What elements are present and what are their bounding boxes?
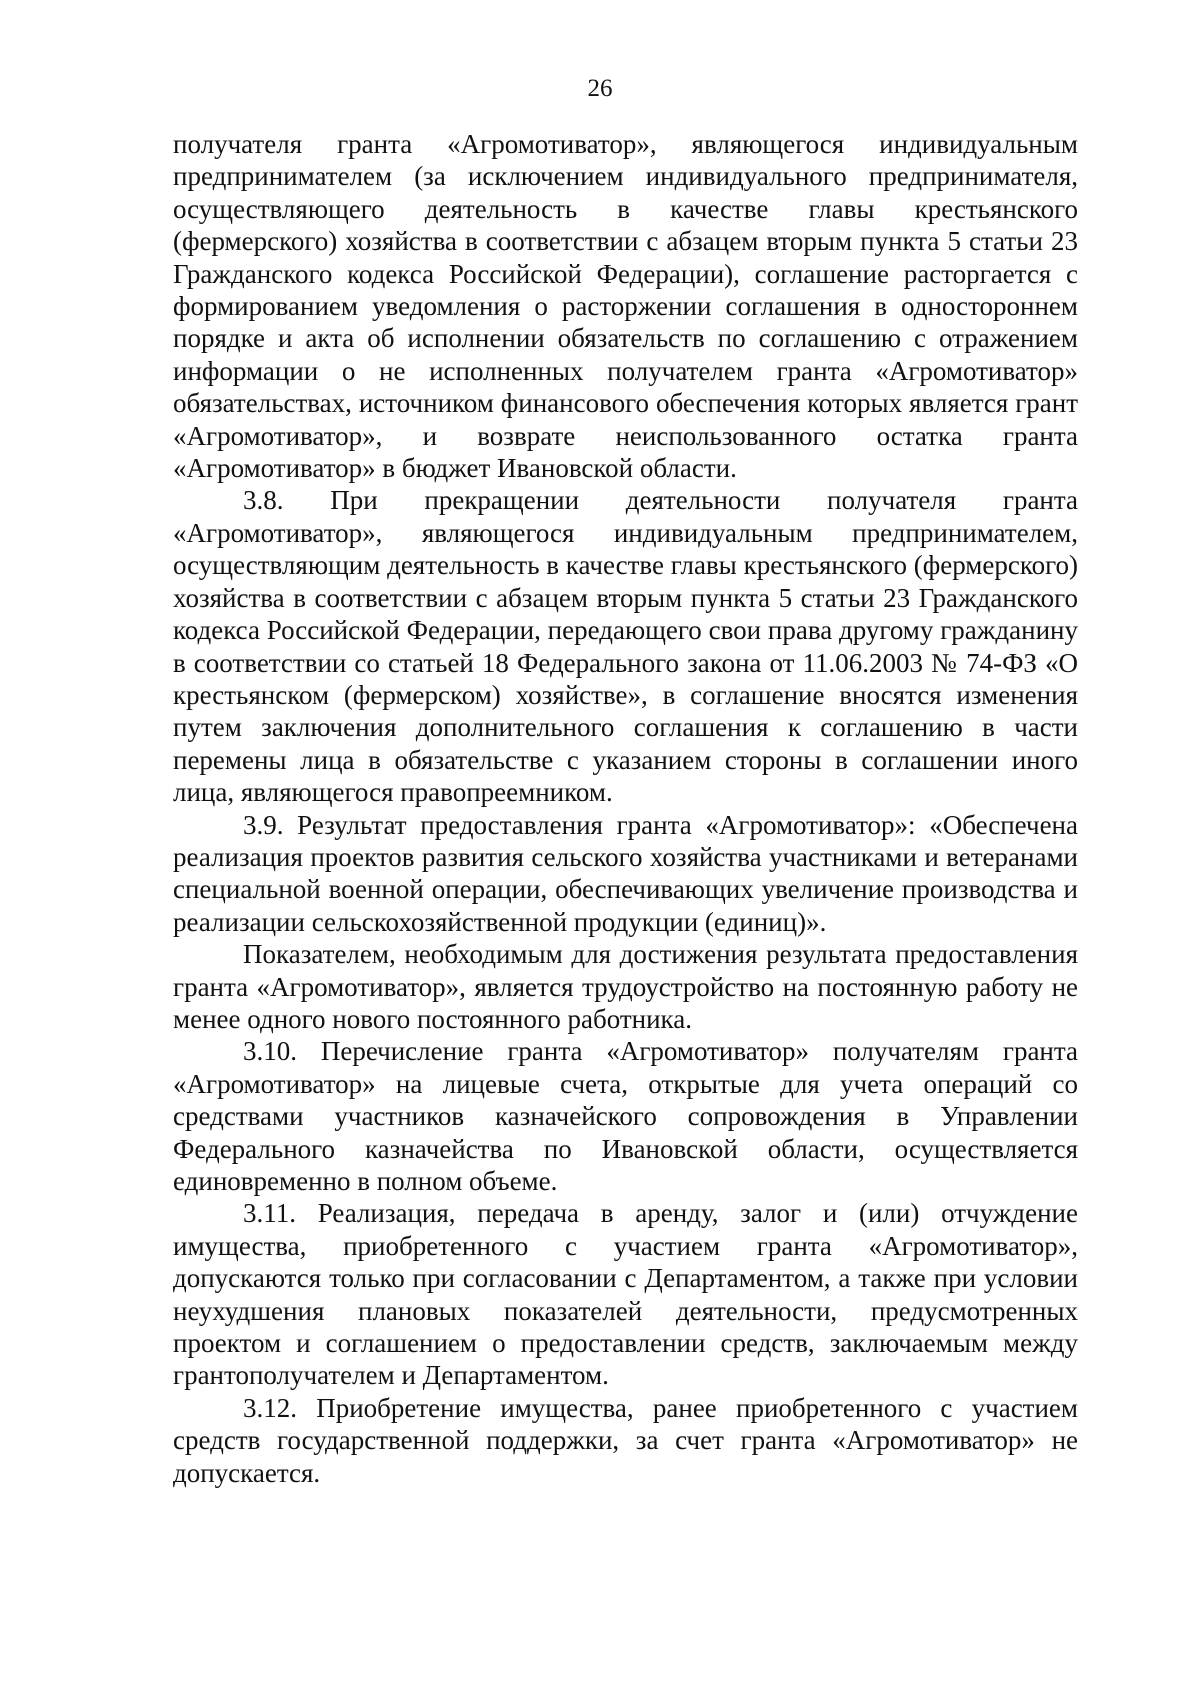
paragraph-3-12: 3.12. Приобретение имущества, ранее приобретенного с участием средств государственной поддержки, за счет гранта «Агромотиватор» не допускается. — [173, 1392, 1078, 1488]
paragraph-3-10: 3.10. Перечисление гранта «Агромотиватор» получателям гранта «Агромотиватор» на лицевые счета, открытые для учета операций со средствами участников казначейского сопровождения в Управлении Федерального казначейства по Ивановской области, осуществляется единовременно в полном объеме. — [173, 1036, 1078, 1196]
paragraph-3-11: 3.11. Реализация, передача в аренду, залог и (или) отчуждение имущества, приобретенного с участием гранта «Агромотиватор», допускаются только при согласовании с Департаментом, а также при условии неухудшения плановых показателей деятельности, предусмотренных проектом и соглашением о предоставлении средств, заключаемым между грантополучателем и Департаментом. — [173, 1198, 1078, 1391]
document-body — [173, 128, 1078, 1489]
page-number: 26 — [587, 75, 613, 102]
paragraph-continuation: получателя гранта «Агромотиватор», являющегося индивидуальным предпринимателем (за исключением индивидуального предпринимателя, осуществляющего деятельность в качестве главы крестьянского (фермерского) хозяйства в соответствии с абзацем вторым пункта 5 статьи 23 Гражданского кодекса Российской Федерации), соглашение расторгается с формированием уведомления о расторжении соглашения в одностороннем порядке и акта об исполнении обязательств по соглашению с отражением информации о не исполненных получателем гранта «Агромотиватор» обязательствах, источником финансового обеспечения которых является грант «Агромотиватор», и возврате неиспользованного остатка гранта «Агромотиватор» в бюджет Ивановской области. — [173, 129, 1078, 484]
paragraph-indicator: Показателем, необходимым для достижения результата предоставления гранта «Агромотиватор», является трудоустройство на постоянную работу не менее одного нового постоянного работника. — [173, 939, 1078, 1034]
paragraph-3-8: 3.8. При прекращении деятельности получателя гранта «Агромотиватор», являющегося индивидуальным предпринимателем, осуществляющим деятельность в качестве главы крестьянского (фермерского) хозяйства в соответствии с абзацем вторым пункта 5 статьи 23 Гражданского кодекса Российской Федерации, передающего свои права другому гражданину в соответствии со статьей 18 Федерального закона от 11.06.2003 № 74-ФЗ «О крестьянском (фермерском) хозяйстве», в соглашение вносятся изменения путем заключения дополнительного соглашения к соглашению в части перемены лица в обязательстве с указанием стороны в соглашении иного лица, являющегося правопреемником. — [173, 485, 1078, 808]
paragraph-3-9: 3.9. Результат предоставления гранта «Агромотиватор»: «Обеспечена реализация проектов развития сельского хозяйства участниками и ветеранами специальной военной операции, обеспечивающих увеличение производства и реализации сельскохозяйственной продукции (единиц)». — [173, 809, 1078, 937]
